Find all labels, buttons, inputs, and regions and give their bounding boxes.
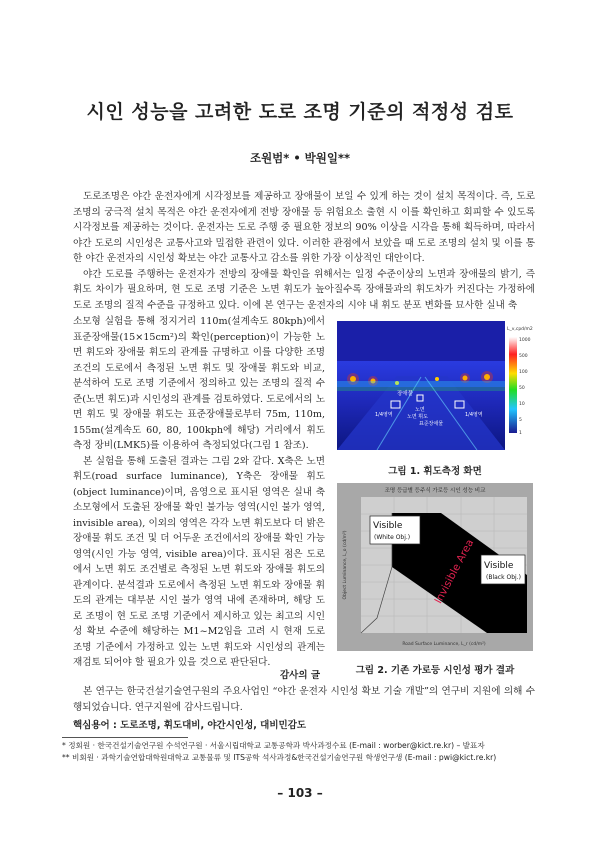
color-bar-tick: 1 — [519, 431, 522, 436]
visible-white-label: Visible — [373, 521, 403, 531]
color-bar-tick: 50 — [519, 386, 525, 391]
visible-black-sub: (Black Obj.) — [486, 574, 521, 581]
figure-1-caption: 그림 1. 휘도측정 화면 — [388, 466, 482, 477]
figure-2-chart — [337, 483, 533, 651]
acknowledgement-heading: 감사의 글 — [279, 670, 320, 681]
figure-1-luminance-image — [337, 321, 533, 450]
color-bar-tick: 10 — [519, 402, 525, 407]
acknowledgement-body — [73, 684, 535, 715]
color-bar-tick: 100 — [519, 370, 528, 375]
label-quarter-right: 1/4영역 — [465, 412, 483, 418]
footnote-divider — [62, 737, 188, 738]
y-axis-label: Object Luminance, L_o (cd/m²) — [343, 530, 348, 600]
color-bar-tick: 500 — [519, 354, 528, 359]
label-obstacle: 장애물 — [397, 391, 413, 397]
x-axis-label: Road Surface Luminance, L_r (cd/m²) — [402, 642, 486, 647]
left-column — [73, 314, 325, 671]
visibility-chart-svg — [337, 483, 533, 651]
chart-title: 조명 등급별 등주식 가로등 시인 성능 비교 — [384, 488, 486, 494]
label-standard-obstacle: 표준장애물 — [419, 421, 444, 427]
paper-title: 시인 성능을 고려한 도로 조명 기준의 적정성 검토 — [86, 101, 514, 123]
color-bar-tick: 5 — [519, 418, 522, 423]
color-bar-title: L_v,cpd/m2 — [507, 327, 533, 332]
footnote-2: ** 비회원 · 과학기술연합대학원대학교 교통물류 및 ITS공학 석사과정&한국건설기술연구원 학생연구생 (E-mail : pwi@kict.re.kr) — [62, 753, 497, 762]
invisible-area-label: Invisible Area — [432, 537, 477, 606]
intro-paragraph-2: 야간 도로를 주행하는 운전자가 전방의 장애물 확인을 위해서는 일정 수준이상의 노면과 장애물의 밝기, 즉 휘도 차이가 필요하며, 현 도로 조명 기준은 노면 휘도가 높아질수록 장애물과의 휘도차가 커진다는 가정하에 도로 조명의 질적 수준을 규정하고 있다. 이에 본 연구는 운전자의 시야 내 휘도 분포 변화를 묘사한 실내 축 — [73, 268, 535, 311]
acknowledgement-text: 본 연구는 한국건설기술연구원의 주요사업인 “야간 운전자 시인성 확보 기술 개발”의 연구비 지원에 의해 수행되었습니다. 연구지원에 감사드립니다. — [73, 686, 535, 713]
figure-2-caption: 그림 2. 기존 가로등 시인성 평가 결과 — [355, 665, 515, 676]
authors: 조원범* • 박원일** — [249, 151, 351, 165]
label-road: 노면 — [415, 407, 425, 413]
luminance-map-svg — [337, 321, 533, 450]
label-quarter-left: 1/4영역 — [375, 412, 393, 418]
page-number: – 103 – — [277, 786, 323, 800]
visible-white-sub: (White Obj.) — [374, 534, 411, 541]
footnote-1: * 정회원 · 한국건설기술연구원 수석연구원 · 서울시립대학교 교통공학과 박사과정수료 (E-mail : worber@kict.re.kr) – 발표자 — [62, 741, 485, 750]
keywords: 핵심용어 : 도로조명, 휘도대비, 야간시인성, 대비민감도 — [73, 720, 307, 731]
visible-black-label: Visible — [484, 561, 514, 571]
color-scale-bar — [509, 337, 517, 433]
intro-section — [73, 189, 535, 313]
intro-paragraph-1: 도로조명은 야간 운전자에게 시각정보를 제공하고 장애물이 보일 수 있게 하는 것이 설치 목적이다. 즉, 도로조명의 궁극적 설치 목적은 야간 운전자에게 전방 장애물 등 위험요소 출현 시 이를 확인하고 회피할 수 있도록 시각정보를 제공하는 것이다. 운전자는 도로 주행 중 필요한 정보의 90% 이상을 시각을 통해 획득하며, 따라서 야간 도로의 시인성은 교통사고와 밀접한 관련이 있다. 이러한 관점에서 보았을 때 도로 조명의 설치 및 이를 통한 야간 운전자의 시인성 확보는 야간 교통사고 감소를 위한 가장 이상적인 대안이다. — [73, 191, 535, 264]
label-road-luminance: 노면 휘도 — [407, 414, 428, 420]
method-paragraph: 소모형 실험을 통해 정지거리 110m(설계속도 80kph)에서 표준장애물(15×15cm²)의 확인(perception)이 가능한 노면 휘도와 장애물 휘도의 관계를 규명하고 이를 다양한 조명 조건의 도로에서 측정된 노면 휘도 및 장애물 휘도와 비교, 분석하여 도로 조명 기준에서 정의하고 있는 조명의 질적 수준(노면 휘도)과 시인성의 관계를 검토하였다. 도로에서의 노면 휘도 및 장애물 휘도는 표준장애물로부터 75m, 110m, 155m(설계속도 60, 80, 100kph에 해당) 거리에서 휘도 측정 장비(LMK5)를 이용하여 측정되었다(그림 1 참조). — [73, 316, 325, 451]
color-bar-tick: 1000 — [519, 338, 531, 343]
results-paragraph: 본 실험을 통해 도출된 결과는 그림 2와 같다. X축은 노면 휘도(road surface luminance), Y축은 장애물 휘도(object luminance)이며, 음영으로 표시된 영역은 실내 축소모형에서 도출된 장애물 확인 불가능 영역(시인 불가 영역, invisible area), 이외의 영역은 각각 노면 휘도보다 더 밝은 장애물 휘도 조건 및 더 어두운 조건에서의 장애물 확인 가능 영역(시인 가능 영역, visible area)이다. 표시된 점은 도로에서 노면 휘도 조건별로 측정된 노면 휘도와 장애물 휘도의 관계이다. 분석결과 도로에서 측정된 노면 휘도와 장애물 휘도의 관계는 대부분 시인 불가 영역 내에 존재하며, 해당 도로 조명이 현 도로 조명 기준에서 제시하고 있는 최고의 시인성 확보 수준에 해당하는 M1~M2임을 고려 시 현재 도로 조명 기준에서 가정하고 있는 노면 휘도와 시인성의 관계는 재검토 되어야 할 필요가 있을 것으로 판단된다. — [73, 455, 325, 668]
